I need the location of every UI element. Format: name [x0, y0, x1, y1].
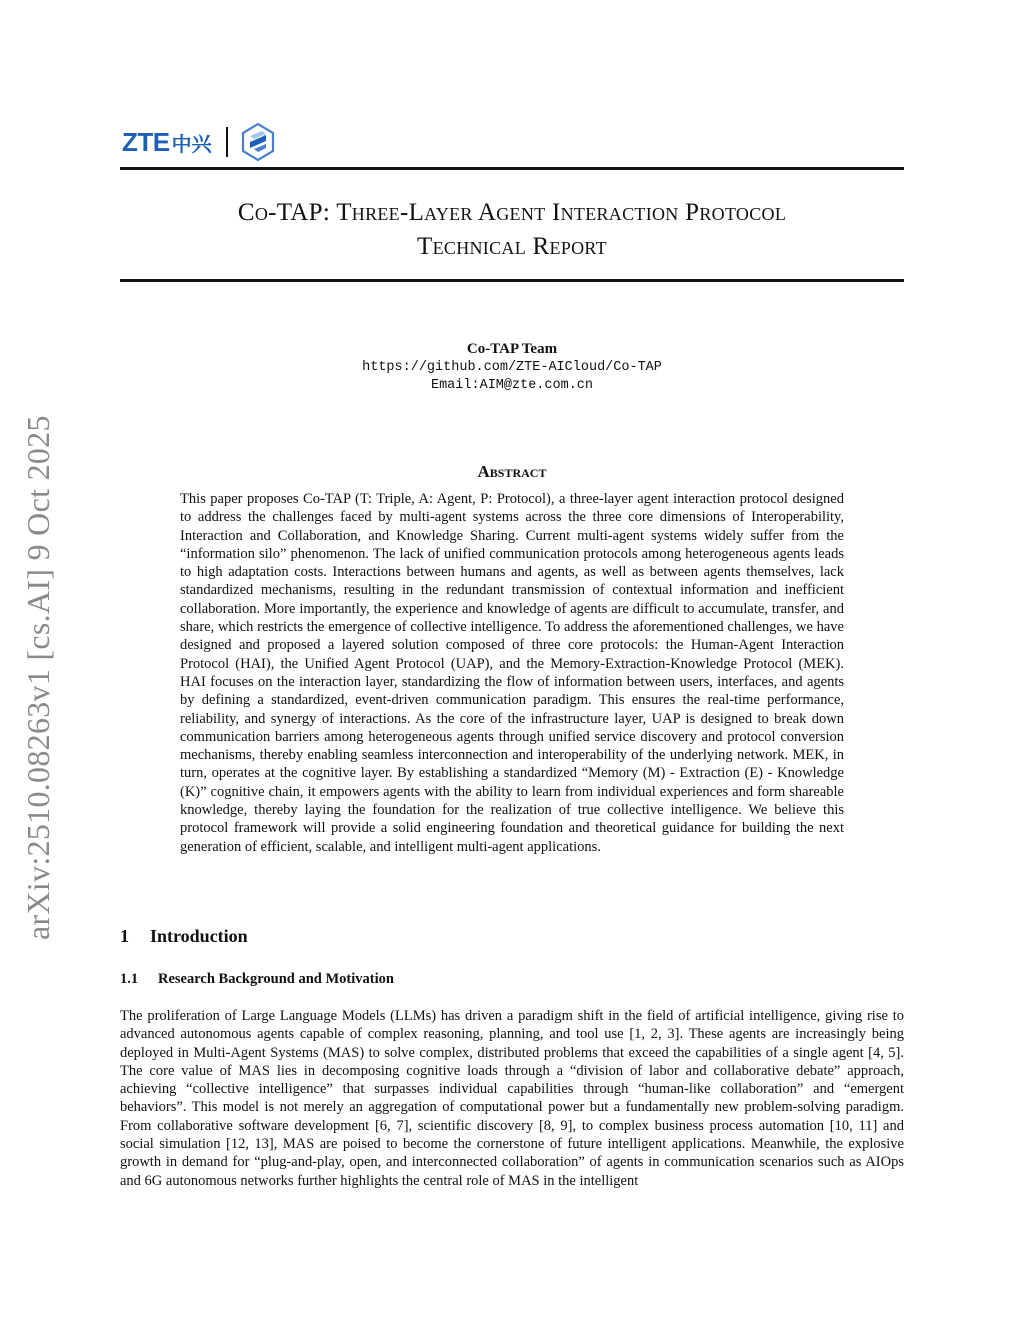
title-line-2: Technical Report [417, 233, 607, 260]
repo-link[interactable]: https://github.com/ZTE-AICloud/Co-TAP [362, 360, 662, 375]
title-line-1: Co-TAP: Three-Layer Agent Interaction Protocol [237, 199, 787, 226]
section-heading [120, 926, 248, 947]
paper-title [120, 196, 904, 264]
title-rule-top [120, 167, 904, 170]
subsection-number: 1.1 [120, 971, 139, 987]
logo-divider [226, 127, 228, 157]
abstract-heading: Abstract [477, 462, 547, 481]
abstract-text: This paper proposes Co-TAP (T: Triple, A: Agent, P: Protocol), a three-layer agent interaction protocol designed to address the challenges faced by multi-agent systems across the three core dimensions of Interoperability, Interaction and Collaboration, and Knowledge Sharing. Current multi-agent systems widely suffer from the “information silo” phenomenon. The lack of unified communication protocols among heterogeneous agents leads to high adaptation costs. Interactions between humans and agents, as well as between agents themselves, lack standardized mechanisms, resulting in the redundant transmission of contextual information and inefficient collaboration. More importantly, the experience and knowledge of agents are difficult to accumulate, transfer, and share, which restricts the emergence of collective intelligence. To address the aforementioned challenges, we have designed and proposed a layered solution composed of three core protocols: the Human-Agent Interaction Protocol (HAI), the Unified Agent Protocol (UAP), and the Memory-Extraction-Knowledge Protocol (MEK). HAI focuses on the interaction layer, standardizing the flow of information between users, interfaces, and agents by defining a standardized, event-driven communication paradigm. This ensures the real-time performance, reliability, and synergy of interactions. As the core of the infrastructure layer, UAP is designed to break down communication barriers among heterogeneous agents through unified service discovery and protocol conversion mechanisms, thereby enabling seamless interconnection and interoperability of the underlying network. MEK, in turn, operates at the cognitive layer. By establishing a standardized “Memory (M) - Extraction (E) - Knowledge (K)” cognitive chain, it empowers agents with the ability to learn from individual experiences and form shareable knowledge, thereby laying the foundation for the realization of true collective intelligence. We believe this protocol framework will provide a solid engineering foundation and theoretical guidance for building the next generation of efficient, scalable, and intelligent multi-agent applications. [180, 491, 844, 855]
arxiv-side-stamp: arXiv:2510.08263v1 [cs.AI] 9 Oct 2025 [20, 415, 56, 940]
zte-wordmark-cn: 中兴 [171, 131, 212, 156]
zte-logo [122, 122, 276, 162]
contact-email[interactable]: Email:AIM@zte.com.cn [430, 378, 594, 393]
title-rule-bottom [120, 279, 904, 282]
zte-wordmark: ZTE [122, 126, 170, 157]
co-tap-logo-icon [240, 122, 276, 162]
subsection-heading [120, 971, 394, 988]
section-title: Introduction [150, 926, 248, 946]
section-number: 1 [120, 926, 129, 946]
body-paragraph: The proliferation of Large Language Models (LLMs) has driven a paradigm shift in the field of artificial intelligence, giving rise to advanced autonomous agents capable of complex reasoning, planning, and tool use [1, 2, 3]. These agents are increasingly being deployed in Multi-Agent Systems (MAS) to solve complex, distributed problems that exceed the capabilities of a single agent [4, 5]. The core value of MAS lies in decomposing cognitive loads through a “division of labor and collaborative debate” approach, achieving “collective intelligence” that surpasses individual capabilities through “human-like collaboration” and “emergent behaviors”. This model is not merely an aggregation of computational power but a fundamentally new problem-solving paradigm. From collaborative software development [6, 7], scientific discovery [8, 9], to complex business process automation [10, 11] and social simulation [12, 13], MAS are poised to become the cornerstone of future intelligent applications. Meanwhile, the explosive growth in demand for “plug-and-play, open, and interconnected collaboration” of agents in communication scenarios such as AIOps and 6G autonomous networks further highlights the central role of MAS in the intelligent [120, 1008, 904, 1189]
author-team: Co-TAP Team [466, 341, 558, 357]
author-block [120, 340, 904, 395]
subsection-title: Research Background and Motivation [158, 971, 394, 987]
